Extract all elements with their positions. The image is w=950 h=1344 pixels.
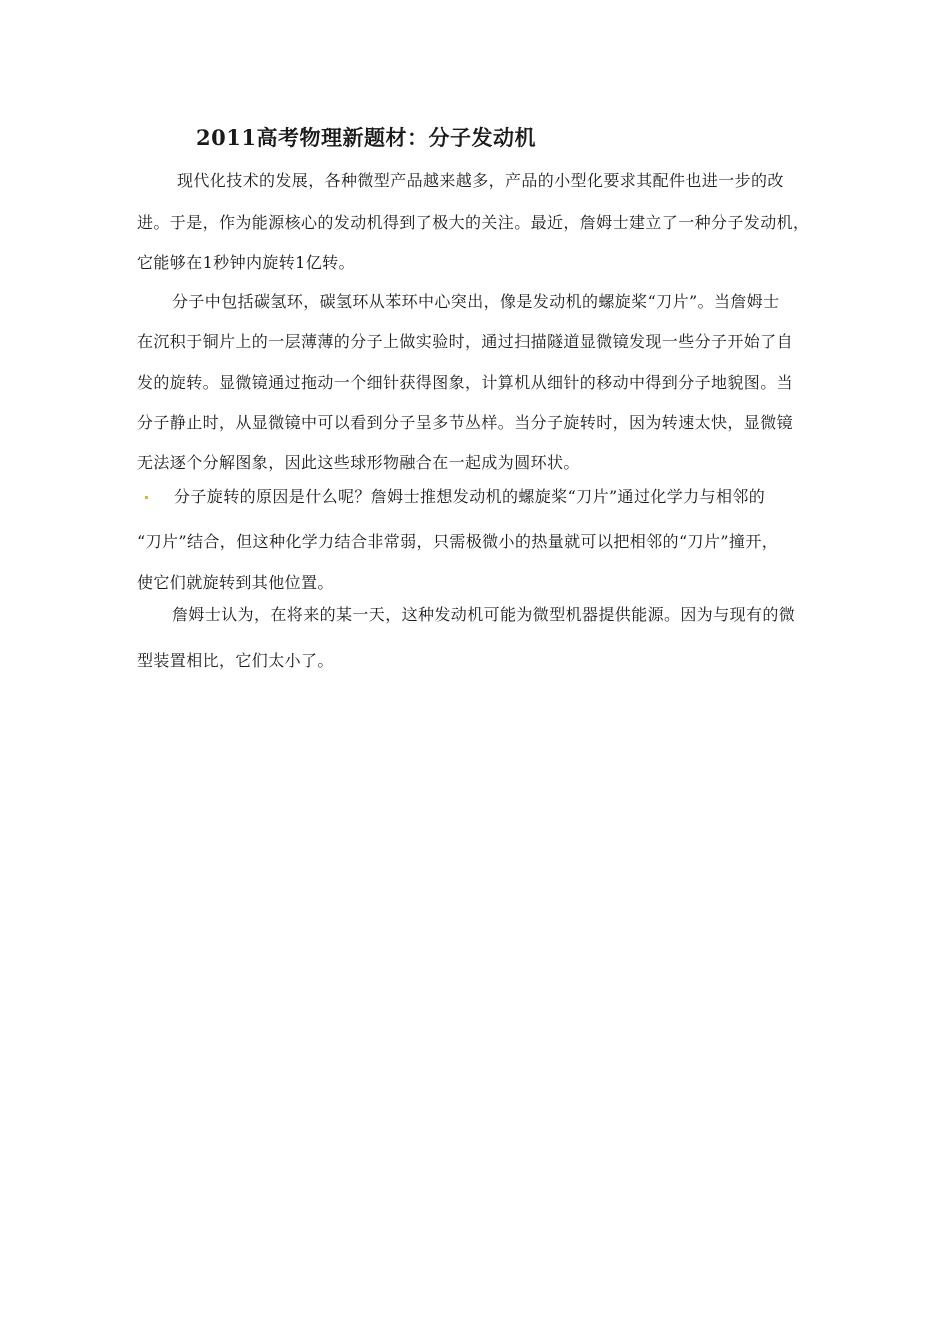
paragraph-2-line-5: 无法逐个分解图象，因此这些球形物融合在一起成为圆环状。 <box>137 453 580 472</box>
paragraph-1-line-1: 现代化技术的发展，各种微型产品越来越多，产品的小型化要求其配件也进一步的改 <box>177 171 784 190</box>
paragraph-2-line-3: 发的旋转。显微镜通过拖动一个细针获得图象，计算机从细针的移动中得到分子地貌图。当 <box>137 373 794 392</box>
paragraph-4-line-1: 詹姆士认为，在将来的某一天，这种发动机可能为微型机器提供能源。因为与现有的微 <box>172 605 796 624</box>
paragraph-2-line-2: 在沉积于铜片上的一层薄薄的分子上做实验时，通过扫描隧道显微镜发现一些分子开始了自 <box>137 332 794 351</box>
marker-dot <box>145 496 148 499</box>
paragraph-3-line-3: 使它们就旋转到其他位置。 <box>137 573 334 592</box>
paragraph-4-line-2: 型装置相比，它们太小了。 <box>137 651 334 670</box>
paragraph-2-line-1: 分子中包括碳氢环，碳氢环从苯环中心突出，像是发动机的螺旋桨“刀片”。当詹姆士 <box>172 292 780 311</box>
paragraph-3-line-1: 分子旋转的原因是什么呢？詹姆士推想发动机的螺旋桨“刀片”通过化学力与相邻的 <box>174 487 766 506</box>
document-title: 2011高考物理新题材：分子发动机 <box>196 125 536 150</box>
paragraph-1-line-3: 它能够在1秒钟内旋转1亿转。 <box>137 253 355 272</box>
paragraph-3-line-2: “刀片”结合，但这种化学力结合非常弱，只需极微小的热量就可以把相邻的“刀片”撞开， <box>137 532 779 551</box>
paragraph-1-line-2: 进。于是，作为能源核心的发动机得到了极大的关注。最近，詹姆士建立了一种分子发动机， <box>137 213 810 232</box>
paragraph-2-line-4: 分子静止时，从显微镜中可以看到分子呈多节丛样。当分子旋转时，因为转速太快，显微镜 <box>137 413 794 432</box>
